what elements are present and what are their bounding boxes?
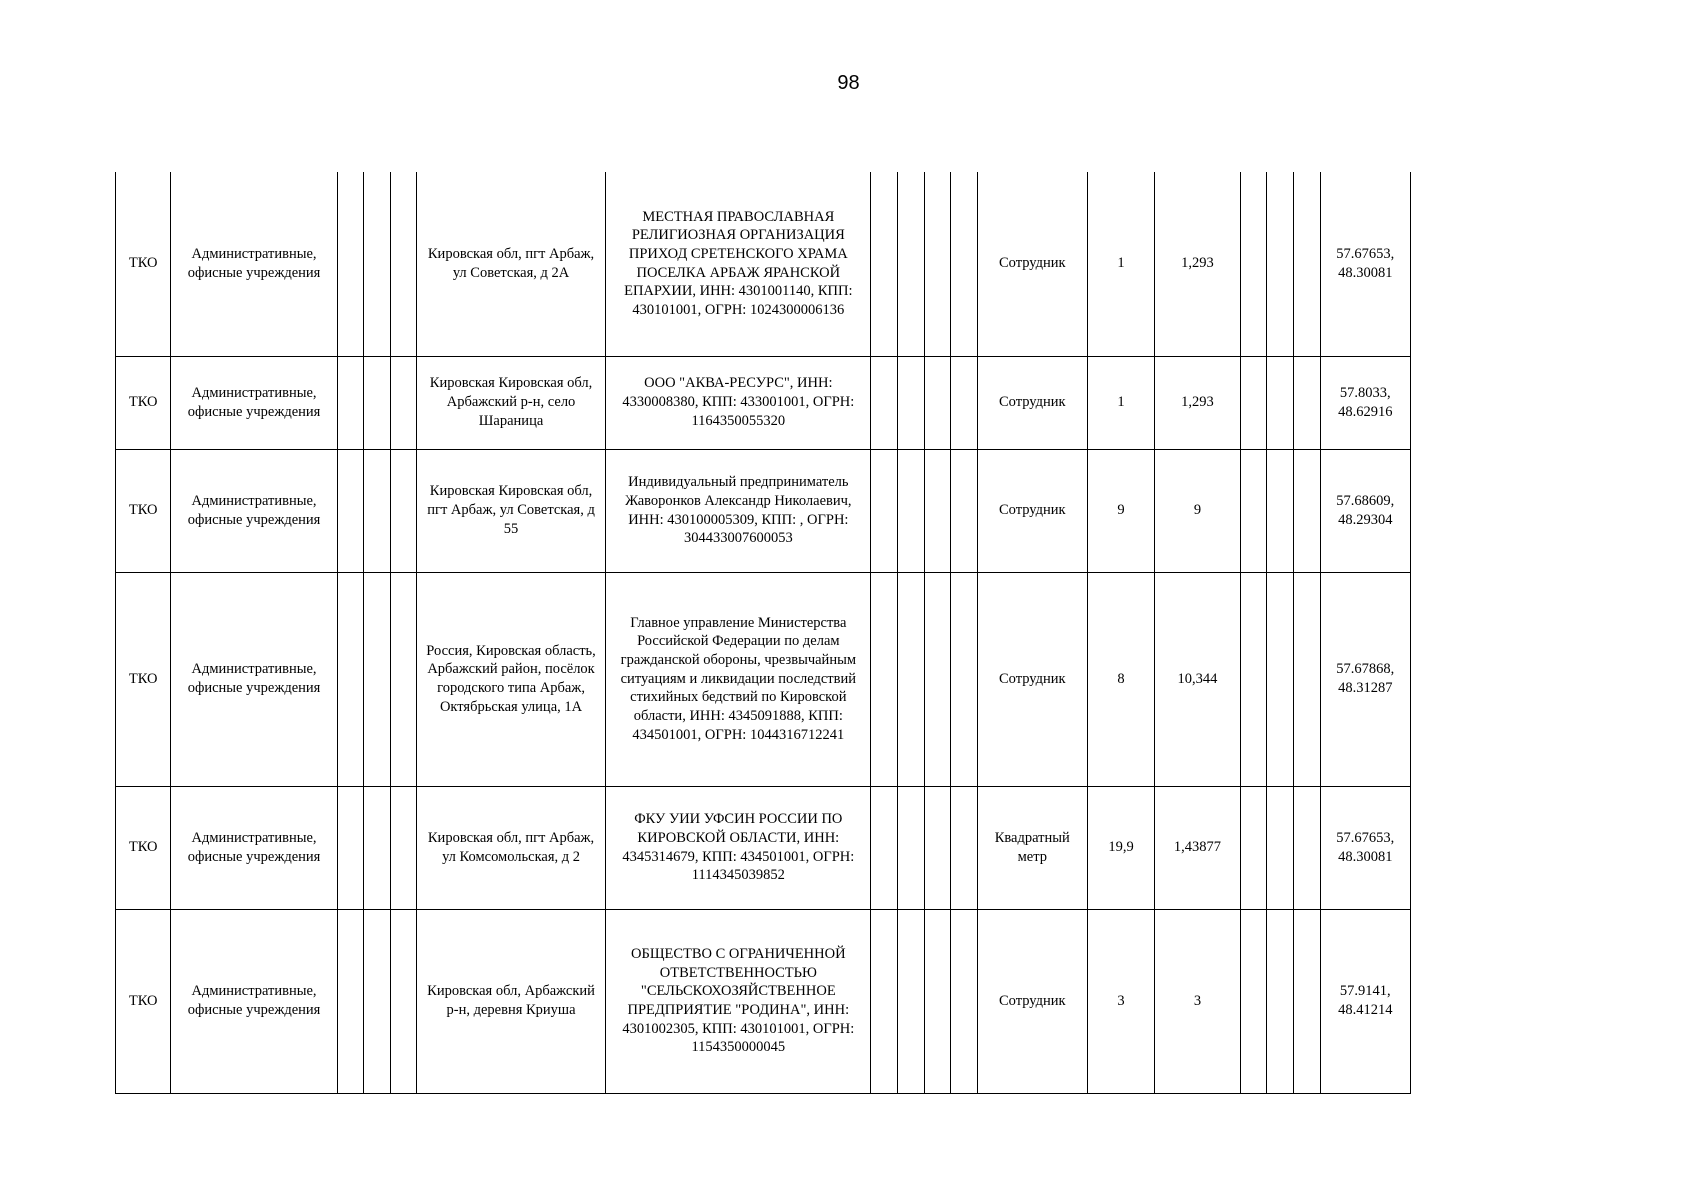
waste-sources-table	[115, 172, 1411, 1094]
quantity-cell: 3	[1087, 909, 1155, 1093]
empty-cell	[1267, 172, 1294, 356]
empty-cell	[1267, 909, 1294, 1093]
empty-cell	[1240, 909, 1267, 1093]
coordinates-cell: 57.67653, 48.30081	[1320, 172, 1410, 356]
empty-cell	[924, 356, 951, 449]
empty-cell	[924, 172, 951, 356]
empty-cell	[897, 172, 924, 356]
empty-cell	[871, 786, 898, 909]
norm-cell: 3	[1155, 909, 1240, 1093]
waste-type-cell: ТКО	[116, 909, 171, 1093]
empty-cell	[1293, 356, 1320, 449]
empty-cell	[1267, 449, 1294, 572]
empty-cell	[1267, 356, 1294, 449]
empty-cell	[364, 786, 391, 909]
empty-cell	[337, 786, 364, 909]
empty-cell	[390, 786, 416, 909]
empty-cell	[390, 449, 416, 572]
empty-cell	[1293, 449, 1320, 572]
empty-cell	[897, 449, 924, 572]
empty-cell	[951, 356, 978, 449]
quantity-cell: 9	[1087, 449, 1155, 572]
empty-cell	[897, 356, 924, 449]
category-cell: Административные, офисные учреждения	[171, 786, 337, 909]
empty-cell	[364, 909, 391, 1093]
coordinates-cell: 57.67653, 48.30081	[1320, 786, 1410, 909]
quantity-cell: 8	[1087, 572, 1155, 786]
norm-cell: 9	[1155, 449, 1240, 572]
empty-cell	[1293, 786, 1320, 909]
empty-cell	[337, 572, 364, 786]
empty-cell	[951, 449, 978, 572]
empty-cell	[1293, 172, 1320, 356]
empty-cell	[871, 172, 898, 356]
coordinates-cell: 57.67868, 48.31287	[1320, 572, 1410, 786]
coordinates-cell: 57.9141, 48.41214	[1320, 909, 1410, 1093]
waste-type-cell: ТКО	[116, 172, 171, 356]
empty-cell	[1293, 909, 1320, 1093]
empty-cell	[924, 449, 951, 572]
category-cell: Административные, офисные учреждения	[171, 449, 337, 572]
table-row	[116, 909, 1411, 1093]
empty-cell	[1240, 786, 1267, 909]
empty-cell	[390, 172, 416, 356]
empty-cell	[1240, 572, 1267, 786]
norm-cell: 1,293	[1155, 172, 1240, 356]
waste-type-cell: ТКО	[116, 356, 171, 449]
empty-cell	[951, 909, 978, 1093]
organization-cell: ОБЩЕСТВО С ОГРАНИЧЕННОЙ ОТВЕТСТВЕННОСТЬЮ "СЕЛЬСКОХОЗЯЙСТВЕННОЕ ПРЕДПРИЯТИЕ "РОДИНА", ИНН: 4301002305, КПП: 430101001, ОГРН: 1154350000045	[606, 909, 871, 1093]
category-cell: Административные, офисные учреждения	[171, 172, 337, 356]
waste-type-cell: ТКО	[116, 786, 171, 909]
address-cell: Кировская Кировская обл, пгт Арбаж, ул Советская, д 55	[416, 449, 606, 572]
coordinates-cell: 57.68609, 48.29304	[1320, 449, 1410, 572]
unit-cell: Сотрудник	[977, 909, 1087, 1093]
empty-cell	[924, 909, 951, 1093]
table-row	[116, 172, 1411, 356]
norm-cell: 1,43877	[1155, 786, 1240, 909]
waste-type-cell: ТКО	[116, 449, 171, 572]
organization-cell: ООО "АКВА-РЕСУРС", ИНН: 4330008380, КПП: 433001001, ОГРН: 1164350055320	[606, 356, 871, 449]
address-cell: Кировская обл, Арбажский р-н, деревня Криуша	[416, 909, 606, 1093]
empty-cell	[1267, 786, 1294, 909]
empty-cell	[897, 909, 924, 1093]
page-number: 98	[837, 72, 860, 94]
table-row	[116, 356, 1411, 449]
quantity-cell: 1	[1087, 356, 1155, 449]
empty-cell	[871, 356, 898, 449]
address-cell: Кировская обл, пгт Арбаж, ул Советская, д 2А	[416, 172, 606, 356]
unit-cell: Сотрудник	[977, 449, 1087, 572]
address-cell: Кировская обл, пгт Арбаж, ул Комсомольская, д 2	[416, 786, 606, 909]
empty-cell	[871, 909, 898, 1093]
empty-cell	[364, 449, 391, 572]
organization-cell: МЕСТНАЯ ПРАВОСЛАВНАЯ РЕЛИГИОЗНАЯ ОРГАНИЗАЦИЯ ПРИХОД СРЕТЕНСКОГО ХРАМА ПОСЕЛКА АРБАЖ ЯРАНСКОЙ ЕПАРХИИ, ИНН: 4301001140, КПП: 430101001, ОГРН: 1024300006136	[606, 172, 871, 356]
table-row	[116, 449, 1411, 572]
empty-cell	[364, 172, 391, 356]
empty-cell	[364, 572, 391, 786]
empty-cell	[337, 356, 364, 449]
empty-cell	[871, 449, 898, 572]
quantity-cell: 19,9	[1087, 786, 1155, 909]
empty-cell	[337, 172, 364, 356]
category-cell: Административные, офисные учреждения	[171, 572, 337, 786]
norm-cell: 1,293	[1155, 356, 1240, 449]
empty-cell	[1293, 572, 1320, 786]
empty-cell	[1240, 356, 1267, 449]
unit-cell: Квадратный метр	[977, 786, 1087, 909]
empty-cell	[390, 909, 416, 1093]
unit-cell: Сотрудник	[977, 572, 1087, 786]
empty-cell	[364, 356, 391, 449]
waste-type-cell: ТКО	[116, 572, 171, 786]
table-row	[116, 786, 1411, 909]
empty-cell	[871, 572, 898, 786]
empty-cell	[897, 786, 924, 909]
empty-cell	[1240, 172, 1267, 356]
category-cell: Административные, офисные учреждения	[171, 909, 337, 1093]
organization-cell: Индивидуальный предприниматель Жаворонков Александр Николаевич, ИНН: 430100005309, КПП: , ОГРН: 304433007600053	[606, 449, 871, 572]
empty-cell	[924, 786, 951, 909]
unit-cell: Сотрудник	[977, 356, 1087, 449]
table-row	[116, 572, 1411, 786]
unit-cell: Сотрудник	[977, 172, 1087, 356]
organization-cell: ФКУ УИИ УФСИН РОССИИ ПО КИРОВСКОЙ ОБЛАСТИ, ИНН: 4345314679, КПП: 434501001, ОГРН: 1114345039852	[606, 786, 871, 909]
empty-cell	[924, 572, 951, 786]
empty-cell	[951, 572, 978, 786]
empty-cell	[1240, 449, 1267, 572]
empty-cell	[337, 909, 364, 1093]
empty-cell	[390, 356, 416, 449]
coordinates-cell: 57.8033, 48.62916	[1320, 356, 1410, 449]
empty-cell	[337, 449, 364, 572]
empty-cell	[951, 786, 978, 909]
address-cell: Кировская Кировская обл, Арбажский р-н, село Шараница	[416, 356, 606, 449]
empty-cell	[390, 572, 416, 786]
category-cell: Административные, офисные учреждения	[171, 356, 337, 449]
empty-cell	[1267, 572, 1294, 786]
organization-cell: Главное управление Министерства Российской Федерации по делам гражданской обороны, чрезвычайным ситуациям и ликвидации последствий стихийных бедствий по Кировской области, ИНН: 4345091888, КПП: 434501001, ОГРН: 1044316712241	[606, 572, 871, 786]
empty-cell	[951, 172, 978, 356]
empty-cell	[897, 572, 924, 786]
quantity-cell: 1	[1087, 172, 1155, 356]
norm-cell: 10,344	[1155, 572, 1240, 786]
address-cell: Россия, Кировская область, Арбажский район, посёлок городского типа Арбаж, Октябрьская улица, 1А	[416, 572, 606, 786]
